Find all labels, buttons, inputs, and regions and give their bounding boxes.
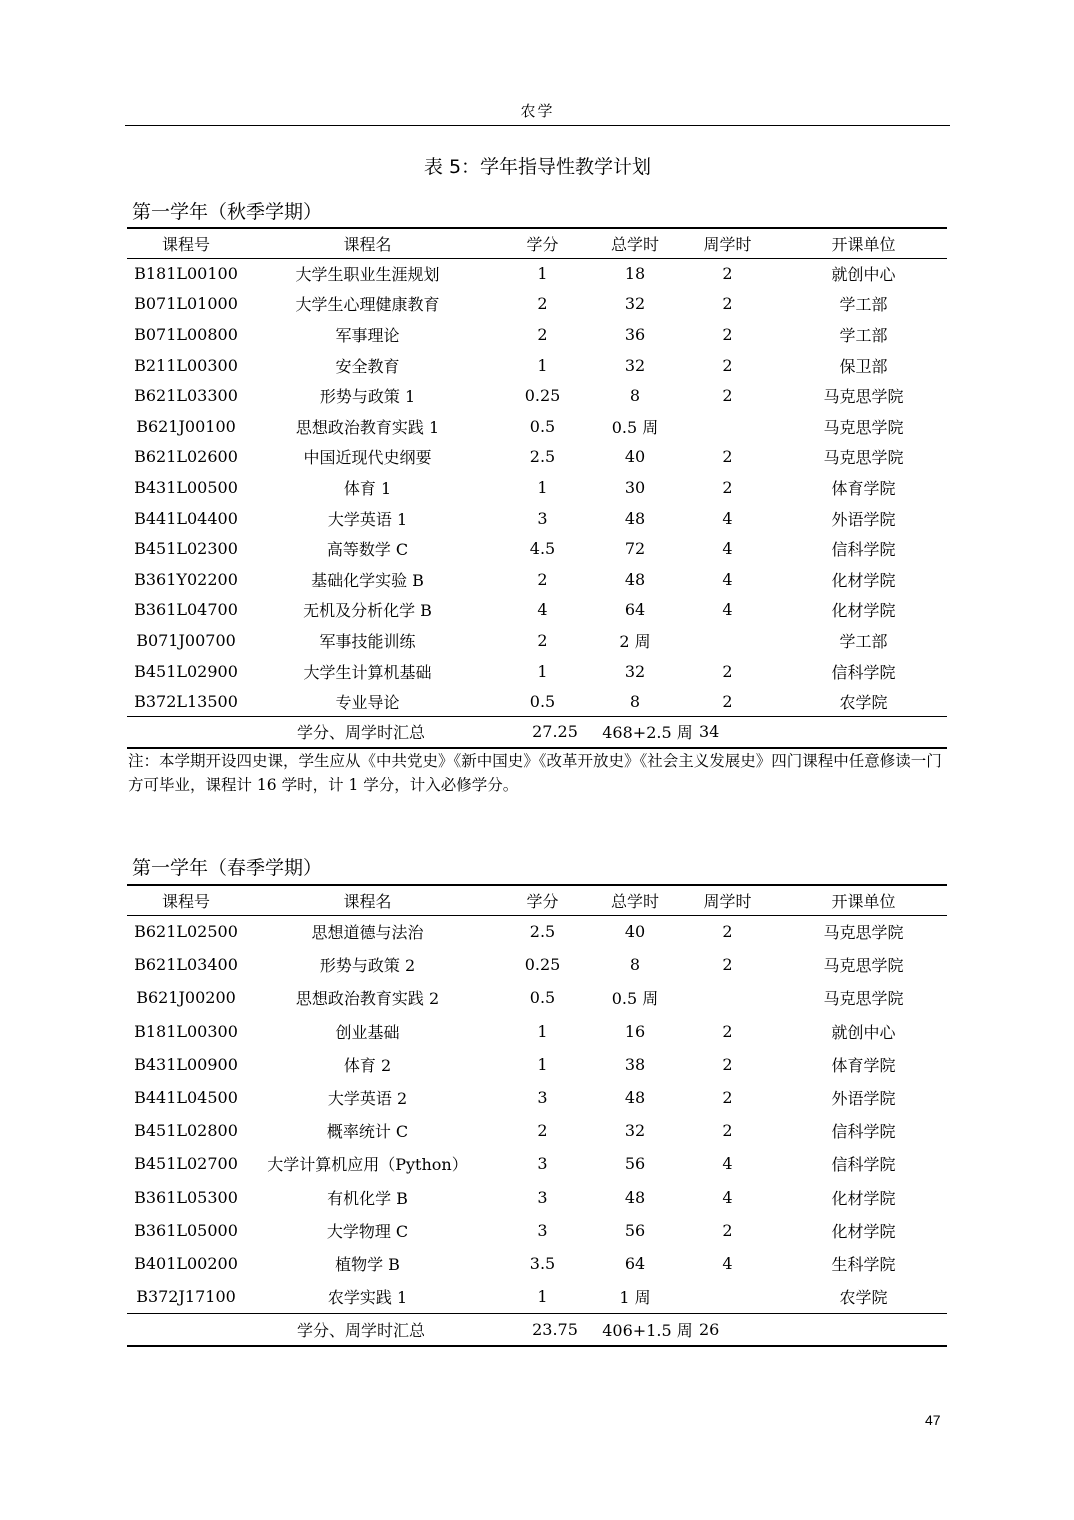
table-row: [127, 915, 947, 948]
cell-weekly-hours: 4: [722, 600, 733, 620]
cell-course-name: 植物学 B: [335, 1254, 400, 1274]
cell-total-hours: 36: [624, 324, 646, 344]
table-row: [127, 472, 947, 503]
cell-weekly-hours: 4: [722, 1253, 733, 1273]
autumn-note: 注：本学期开设四史课，学生应从《中共党史》《新中国史》《改革开放史》《社会主义发展史》四门课程中任意修读一门方可毕业，课程计 16 学时，计 1 学分，计入必修学分。: [128, 752, 942, 794]
cell-department: 保卫部: [839, 356, 888, 376]
cell-course-code: B372J17100: [136, 1286, 236, 1306]
spring-table-body: [127, 915, 947, 1313]
table-row: [127, 1147, 947, 1180]
autumn-course-table: [127, 227, 947, 749]
cell-weekly-hours: 2: [722, 477, 733, 497]
cell-total-hours: 64: [624, 1253, 646, 1273]
cell-total-hours: 48: [624, 1088, 646, 1108]
cell-credits: 1: [537, 1054, 548, 1074]
cell-course-name: 形势与政策 2: [319, 956, 416, 976]
cell-credits: 2: [537, 324, 548, 344]
cell-credits: 3: [537, 1187, 548, 1207]
cell-total-hours: 1 周: [619, 1287, 651, 1307]
cell-weekly-hours: 4: [722, 508, 733, 528]
cell-department: 生科学院: [831, 1254, 896, 1274]
cell-credits: 1: [537, 477, 548, 497]
cell-department: 信科学院: [831, 540, 896, 560]
cell-course-code: B451L02700: [134, 1154, 238, 1174]
table-row: [127, 948, 947, 981]
cell-department: 马克思学院: [823, 387, 904, 407]
cell-course-code: B451L02300: [134, 539, 238, 559]
cell-department: 信科学院: [831, 662, 896, 682]
cell-course-name: 大学英语 2: [327, 1089, 408, 1109]
cell-credits: 0.5: [529, 988, 556, 1008]
cell-course-name: 体育 1: [343, 478, 392, 498]
table-row: [127, 1214, 947, 1247]
table-row: [127, 1114, 947, 1147]
cell-department: 外语学院: [831, 509, 896, 529]
table-row: [127, 503, 947, 534]
cell-credits: 0.25: [524, 386, 561, 406]
cell-department: 化材学院: [831, 1188, 896, 1208]
cell-weekly-hours: 2: [722, 1021, 733, 1041]
cell-credits: 1: [537, 1021, 548, 1041]
cell-credits: 4: [537, 600, 548, 620]
total-hours: 468+2.5 周: [595, 717, 700, 748]
column-header-department: 开课单位: [780, 228, 947, 258]
cell-department: 外语学院: [831, 1089, 896, 1109]
cell-department: 马克思学院: [823, 956, 904, 976]
cell-total-hours: 56: [624, 1220, 646, 1240]
cell-course-name: 大学英语 1: [327, 509, 408, 529]
total-label: 学分、周学时汇总: [127, 717, 595, 748]
cell-total-hours: 8: [629, 691, 641, 711]
table-row: [127, 411, 947, 442]
cell-credits: 0.5: [529, 416, 556, 436]
cell-course-code: B451L02800: [134, 1121, 238, 1141]
cell-credits: 2: [537, 1121, 548, 1141]
cell-weekly-hours: 2: [722, 661, 733, 681]
cell-course-code: B372L13500: [134, 691, 238, 711]
cell-course-name: 概率统计 C: [326, 1122, 409, 1142]
cell-department: 马克思学院: [823, 989, 904, 1009]
column-header-weekly-hours: 周学时: [675, 228, 780, 258]
cell-course-name: 军事理论: [335, 325, 400, 345]
cell-course-name: 大学计算机应用（Python）: [267, 1155, 468, 1175]
cell-total-hours: 48: [624, 569, 646, 589]
cell-course-code: B431L00500: [134, 477, 238, 497]
cell-weekly-hours: 2: [722, 1088, 733, 1108]
column-header-credits: 学分: [490, 885, 595, 915]
cell-weekly-hours: [675, 625, 780, 656]
table-title: 表 5：学年指导性教学计划: [423, 156, 652, 178]
table-row: [127, 1280, 947, 1313]
cell-course-name: 中国近现代史纲要: [303, 448, 432, 468]
column-header-course-code: 课程号: [127, 885, 245, 915]
cell-weekly-hours: 2: [722, 1054, 733, 1074]
page-number: 47: [925, 1412, 941, 1428]
header-rule: [125, 125, 950, 126]
cell-department: 就创中心: [831, 265, 896, 285]
cell-total-hours: 0.5 周: [611, 989, 659, 1009]
spring-course-table: [127, 884, 947, 1347]
cell-weekly-hours: 2: [722, 691, 733, 711]
cell-course-code: B071J00700: [136, 630, 236, 650]
cell-credits: 1: [537, 1286, 548, 1306]
cell-credits: 2: [537, 294, 548, 314]
cell-weekly-hours: 2: [722, 922, 733, 942]
cell-weekly-hours: [675, 1280, 780, 1313]
cell-total-hours: 40: [624, 447, 646, 467]
cell-course-code: B621L02500: [134, 922, 238, 942]
cell-credits: 1: [537, 355, 548, 375]
cell-course-name: 无机及分析化学 B: [303, 601, 432, 621]
cell-weekly-hours: 2: [722, 264, 733, 284]
cell-total-hours: 64: [624, 600, 646, 620]
cell-total-hours: 48: [624, 508, 646, 528]
cell-course-name: 专业导论: [335, 692, 400, 712]
cell-weekly-hours: [675, 981, 780, 1014]
total-hours: 406+1.5 周: [595, 1313, 700, 1346]
cell-total-hours: 48: [624, 1187, 646, 1207]
column-header-total-hours: 总学时: [595, 228, 675, 258]
table-row: [127, 350, 947, 381]
cell-weekly-hours: 4: [722, 569, 733, 589]
table-row: [127, 625, 947, 656]
cell-department: 化材学院: [831, 570, 896, 590]
table-row: [127, 1247, 947, 1280]
cell-total-hours: 0.5 周: [611, 417, 659, 437]
cell-department: 体育学院: [831, 1055, 896, 1075]
table-row: [127, 595, 947, 626]
cell-course-name: 大学生心理健康教育: [295, 295, 440, 315]
cell-course-code: B071L01000: [134, 294, 238, 314]
cell-course-name: 基础化学实验 B: [311, 570, 424, 590]
cell-department: 马克思学院: [823, 448, 904, 468]
spring-section-title: 第一学年（春季学期）: [132, 857, 323, 879]
table-header-row: [127, 228, 947, 258]
cell-course-name: 安全教育: [335, 356, 400, 376]
table-row: [127, 981, 947, 1014]
cell-course-code: B441L04400: [134, 508, 238, 528]
cell-total-hours: 32: [624, 294, 646, 314]
cell-weekly-hours: 2: [722, 294, 733, 314]
table-row: [127, 442, 947, 473]
cell-course-code: B431L00900: [134, 1054, 238, 1074]
table-row: [127, 319, 947, 350]
cell-total-hours: 8: [629, 386, 641, 406]
cell-total-hours: 8: [629, 955, 641, 975]
cell-weekly-hours: 2: [722, 386, 733, 406]
cell-course-code: B211L00300: [134, 355, 238, 375]
cell-course-name: 农学实践 1: [327, 1287, 408, 1307]
column-header-course-name: 课程名: [245, 228, 490, 258]
cell-course-name: 大学生职业生涯规划: [295, 265, 440, 285]
cell-credits: 3.5: [529, 1253, 556, 1273]
table-row: [127, 686, 947, 717]
cell-course-name: 高等数学 C: [326, 540, 409, 560]
cell-weekly-hours: 2: [722, 355, 733, 375]
cell-course-code: B621L03400: [134, 955, 238, 975]
cell-course-code: B361Y02200: [134, 569, 238, 589]
cell-course-name: 创业基础: [335, 1022, 400, 1042]
cell-total-hours: 32: [624, 355, 646, 375]
cell-department: 农学院: [839, 1287, 888, 1307]
cell-total-hours: 32: [624, 661, 646, 681]
cell-course-code: B621J00200: [136, 988, 236, 1008]
autumn-table-body: [127, 258, 947, 717]
autumn-section-title: 第一学年（秋季学期）: [132, 201, 323, 223]
cell-department: 马克思学院: [823, 417, 904, 437]
cell-total-hours: 18: [624, 264, 646, 284]
cell-weekly-hours: [675, 411, 780, 442]
cell-department: 学工部: [839, 295, 888, 315]
cell-credits: 3: [537, 508, 548, 528]
table-header-row: [127, 885, 947, 915]
cell-credits: 2: [537, 569, 548, 589]
cell-course-code: B401L00200: [134, 1253, 238, 1273]
total-credits: 27.25: [515, 717, 595, 748]
table-row: [127, 533, 947, 564]
cell-course-code: B621J00100: [136, 416, 236, 436]
cell-department: 学工部: [839, 325, 888, 345]
cell-course-name: 思想政治教育实践 2: [295, 989, 440, 1009]
cell-credits: 2.5: [529, 922, 556, 942]
cell-department: 信科学院: [831, 1155, 896, 1175]
column-header-department: 开课单位: [780, 885, 947, 915]
cell-course-name: 体育 2: [343, 1055, 392, 1075]
cell-credits: 1: [537, 661, 548, 681]
cell-weekly-hours: 4: [722, 1154, 733, 1174]
cell-course-code: B441L04500: [134, 1088, 238, 1108]
cell-department: 化材学院: [831, 1221, 896, 1241]
table-row: [127, 1015, 947, 1048]
cell-weekly-hours: 2: [722, 1121, 733, 1141]
cell-credits: 2: [537, 630, 548, 650]
cell-course-name: 大学物理 C: [326, 1221, 409, 1241]
cell-course-code: B181L00100: [134, 264, 238, 284]
cell-course-name: 有机化学 B: [327, 1188, 408, 1208]
cell-department: 化材学院: [831, 601, 896, 621]
column-header-course-name: 课程名: [245, 885, 490, 915]
cell-credits: 0.25: [524, 955, 561, 975]
cell-weekly-hours: 2: [722, 324, 733, 344]
table-row: [127, 1048, 947, 1081]
cell-weekly-hours: 4: [722, 1187, 733, 1207]
total-label: 学分、周学时汇总: [127, 1313, 595, 1346]
cell-department: 信科学院: [831, 1122, 896, 1142]
cell-course-name: 形势与政策 1: [319, 387, 416, 407]
table-row: [127, 289, 947, 320]
cell-course-code: B621L02600: [134, 447, 238, 467]
column-header-course-code: 课程号: [127, 228, 245, 258]
table-row: [127, 656, 947, 687]
cell-total-hours: 2 周: [619, 631, 651, 651]
cell-course-name: 大学生计算机基础: [303, 662, 432, 682]
cell-credits: 4.5: [529, 539, 556, 559]
autumn-total-row: [127, 717, 947, 748]
cell-department: 体育学院: [831, 478, 896, 498]
cell-course-code: B181L00300: [134, 1021, 238, 1041]
cell-weekly-hours: 2: [722, 1220, 733, 1240]
cell-total-hours: 30: [624, 477, 646, 497]
table-row: [127, 1181, 947, 1214]
cell-weekly-hours: 2: [722, 955, 733, 975]
running-head: 农学: [520, 102, 555, 120]
cell-credits: 3: [537, 1220, 548, 1240]
cell-department: 农学院: [839, 692, 888, 712]
total-weekly-hours: 34: [699, 717, 866, 748]
column-header-credits: 学分: [490, 228, 595, 258]
cell-total-hours: 40: [624, 922, 646, 942]
cell-course-code: B451L02900: [134, 661, 238, 681]
cell-course-name: 思想道德与法治: [311, 923, 424, 943]
cell-course-code: B071L00800: [134, 324, 238, 344]
cell-total-hours: 16: [624, 1021, 646, 1041]
cell-course-code: B361L04700: [134, 600, 238, 620]
cell-course-code: B621L03300: [134, 386, 238, 406]
column-header-total-hours: 总学时: [595, 885, 675, 915]
cell-course-code: B361L05300: [134, 1187, 238, 1207]
table-row: [127, 258, 947, 289]
cell-course-name: 思想政治教育实践 1: [295, 417, 440, 437]
cell-course-code: B361L05000: [134, 1220, 238, 1240]
cell-credits: 3: [537, 1154, 548, 1174]
column-header-weekly-hours: 周学时: [675, 885, 780, 915]
cell-weekly-hours: 4: [722, 539, 733, 559]
cell-credits: 0.5: [529, 691, 556, 711]
cell-credits: 2.5: [529, 447, 556, 467]
table-row: [127, 380, 947, 411]
total-credits: 23.75: [515, 1313, 595, 1346]
cell-total-hours: 38: [624, 1054, 646, 1074]
cell-total-hours: 32: [624, 1121, 646, 1141]
cell-credits: 1: [537, 264, 548, 284]
cell-department: 就创中心: [831, 1022, 896, 1042]
spring-total-row: [127, 1313, 947, 1346]
cell-course-name: 军事技能训练: [319, 631, 416, 651]
cell-weekly-hours: 2: [722, 447, 733, 467]
cell-department: 学工部: [839, 631, 888, 651]
table-row: [127, 1081, 947, 1114]
cell-total-hours: 72: [624, 539, 646, 559]
cell-credits: 3: [537, 1088, 548, 1108]
cell-department: 马克思学院: [823, 923, 904, 943]
table-row: [127, 564, 947, 595]
cell-total-hours: 56: [624, 1154, 646, 1174]
total-weekly-hours: 26: [699, 1313, 866, 1346]
